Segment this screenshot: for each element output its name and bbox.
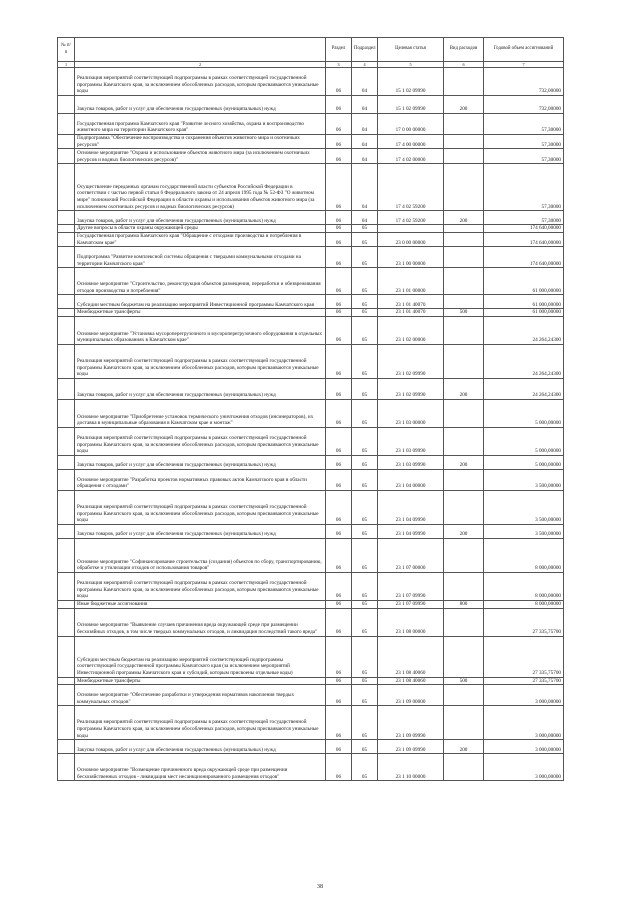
table-row	[58, 295, 564, 309]
row-subsection: 04	[352, 135, 378, 149]
row-section: 06	[326, 740, 352, 754]
header-expense-type: Вид расходов	[444, 38, 484, 62]
table-row	[58, 600, 564, 608]
row-target-article: 17 4 02 59200	[378, 211, 444, 225]
row-expense-type	[444, 469, 484, 490]
row-subsection: 05	[352, 740, 378, 754]
row-number	[58, 211, 75, 225]
row-name: Основное мероприятие "Строительство, реконструкция объектов размещения, переработки и обезвреживания отходов производства и потребления"	[75, 268, 326, 295]
row-number	[58, 247, 75, 268]
row-amount: 57,30000	[484, 164, 564, 211]
row-number	[58, 149, 75, 164]
row-name: Основное мероприятие "Софинансирование строительства (создания) объектов по сбору, транспортированию, обработке и утилизации отходов от использования товаров"	[75, 538, 326, 572]
row-section: 06	[326, 295, 352, 309]
row-target-article: 17 4 02 59200	[378, 164, 444, 211]
row-subsection: 04	[352, 96, 378, 114]
row-number	[58, 636, 75, 677]
table-row	[58, 455, 564, 469]
header-number: № п/п	[58, 38, 75, 62]
row-expense-type	[444, 344, 484, 378]
row-expense-type	[444, 268, 484, 295]
row-name: Осуществление переданных органам государственной власти субъектов Российской Федерации в соответствии с частью первой статьи 6 Федерального закона от 24 апреля 1995 года № 52-ФЗ "О животном мире" полномочий Российской Федерации в области охраны и использования объектов животного мира (за исключением охотничьих ресурсов и водных биологических ресурсов)	[75, 164, 326, 211]
row-number	[58, 538, 75, 572]
row-number	[58, 740, 75, 754]
table-row	[58, 225, 564, 233]
header-name	[75, 38, 326, 62]
row-section: 06	[326, 135, 352, 149]
row-section: 06	[326, 608, 352, 636]
table-body	[58, 68, 564, 781]
row-name: Основное мероприятие "Обеспечение разработки и утверждения нормативов накопления твердых коммунальных отходов"	[75, 685, 326, 706]
row-section: 06	[326, 316, 352, 344]
row-subsection: 05	[352, 572, 378, 600]
row-target-article: 23 1 03 09990	[378, 427, 444, 455]
row-subsection: 04	[352, 114, 378, 135]
header-amount: Годовой объем ассигнований	[484, 38, 564, 62]
table-row	[58, 344, 564, 378]
row-section: 06	[326, 164, 352, 211]
row-target-article: 17 4 02 00000	[378, 149, 444, 164]
row-target-article: 23 1 09 09990	[378, 706, 444, 740]
row-number	[58, 344, 75, 378]
row-subsection: 04	[352, 164, 378, 211]
row-name: Закупка товаров, работ и услуг для обеспечения государственных (муниципальных) нужд	[75, 740, 326, 754]
table-row	[58, 740, 564, 754]
row-name: Государственная программа Камчатского края "Обращение с отходами производства и потребления в Камчатском крае"	[75, 232, 326, 246]
row-name: Межбюджетные трансферты	[75, 677, 326, 685]
row-amount: 24 264,24300	[484, 344, 564, 378]
row-target-article: 23 1 04 00000	[378, 469, 444, 490]
row-amount: 8 000,00000	[484, 572, 564, 600]
row-section: 06	[326, 455, 352, 469]
header-subsection: Подраздел	[352, 38, 378, 62]
row-amount: 732,00000	[484, 96, 564, 114]
table-row	[58, 149, 564, 164]
row-expense-type: 800	[444, 600, 484, 608]
row-name: Реализация мероприятий соответствующей подпрограммы в рамках соответствующей государственной программы Камчатского края, за исключением обособленных расходов, которым присваиваются уникальные коды	[75, 490, 326, 524]
row-number	[58, 96, 75, 114]
row-number	[58, 225, 75, 233]
row-section: 06	[326, 538, 352, 572]
row-name: Закупка товаров, работ и услуг для обеспечения государственных (муниципальных) нужд	[75, 524, 326, 538]
column-number: 3	[326, 62, 352, 68]
row-target-article: 23 1 08 00000	[378, 608, 444, 636]
row-subsection: 05	[352, 309, 378, 317]
table-row	[58, 316, 564, 344]
row-amount: 174 640,00000	[484, 247, 564, 268]
row-number	[58, 490, 75, 524]
row-target-article: 17 4 00 00000	[378, 135, 444, 149]
row-expense-type	[444, 68, 484, 96]
row-amount: 27 335,75700	[484, 636, 564, 677]
header-target-article: Целевая статья	[378, 38, 444, 62]
row-target-article: 15 1 02 09990	[378, 96, 444, 114]
row-target-article: 23 1 04 09990	[378, 524, 444, 538]
column-number: 7	[484, 62, 564, 68]
table-row	[58, 427, 564, 455]
row-expense-type	[444, 232, 484, 246]
row-expense-type	[444, 572, 484, 600]
row-number	[58, 114, 75, 135]
row-amount: 61 000,00000	[484, 295, 564, 309]
budget-table	[57, 37, 564, 781]
row-expense-type	[444, 490, 484, 524]
row-expense-type	[444, 247, 484, 268]
row-section: 06	[326, 469, 352, 490]
row-name: Реализация мероприятий соответствующей подпрограммы в рамках соответствующей государственной программы Камчатского края, за исключением обособленных расходов, которым присваиваются уникальные коды	[75, 427, 326, 455]
row-name: Межбюджетные трансферты	[75, 309, 326, 317]
row-expense-type	[444, 135, 484, 149]
row-amount: 3 500,00000	[484, 490, 564, 524]
row-number	[58, 677, 75, 685]
row-section: 06	[326, 68, 352, 96]
row-subsection: 05	[352, 600, 378, 608]
row-number	[58, 608, 75, 636]
column-number: 6	[444, 62, 484, 68]
row-subsection: 05	[352, 490, 378, 524]
row-amount: 27 335,75700	[484, 677, 564, 685]
row-expense-type: 200	[444, 524, 484, 538]
row-target-article: 23 1 00 00000	[378, 247, 444, 268]
row-amount: 57,30000	[484, 135, 564, 149]
row-name: Закупка товаров, работ и услуг для обеспечения государственных (муниципальных) нужд	[75, 455, 326, 469]
row-subsection: 05	[352, 399, 378, 427]
row-name: Основное мероприятие "Разработка проектов нормативных правовых актов Камчатского края в области обращения с отходами"	[75, 469, 326, 490]
row-number	[58, 135, 75, 149]
row-number	[58, 268, 75, 295]
table-row	[58, 164, 564, 211]
row-name: Закупка товаров, работ и услуг для обеспечения государственных (муниципальных) нужд	[75, 378, 326, 399]
row-name: Основное мероприятие "Установка мусороперегрузочного и мусороперегрузочного оборудования в отдельных муниципальных образованиях в Камчатском крае"	[75, 316, 326, 344]
row-amount: 8 000,00000	[484, 600, 564, 608]
row-amount: 5 000,00000	[484, 455, 564, 469]
row-number	[58, 399, 75, 427]
row-section: 06	[326, 149, 352, 164]
row-number	[58, 572, 75, 600]
row-section: 06	[326, 636, 352, 677]
row-expense-type: 200	[444, 455, 484, 469]
budget-table-page	[57, 37, 563, 781]
row-subsection: 05	[352, 608, 378, 636]
row-number	[58, 600, 75, 608]
row-section: 06	[326, 211, 352, 225]
row-expense-type	[444, 399, 484, 427]
row-subsection: 05	[352, 344, 378, 378]
table-row	[58, 524, 564, 538]
row-target-article: 23 1 07 09990	[378, 600, 444, 608]
row-expense-type: 500	[444, 309, 484, 317]
row-subsection: 05	[352, 469, 378, 490]
row-amount: 732,00000	[484, 68, 564, 96]
row-subsection: 05	[352, 636, 378, 677]
table-row	[58, 754, 564, 781]
row-amount: 3 500,00000	[484, 469, 564, 490]
row-subsection: 05	[352, 524, 378, 538]
row-section: 06	[326, 685, 352, 706]
row-name: Субсидии местным бюджетам на реализацию мероприятий Инвестиционной программы Камчатского края	[75, 295, 326, 309]
row-expense-type: 500	[444, 677, 484, 685]
row-amount: 8 000,00000	[484, 538, 564, 572]
row-expense-type	[444, 636, 484, 677]
row-number	[58, 524, 75, 538]
row-subsection: 05	[352, 706, 378, 740]
table-row	[58, 211, 564, 225]
row-target-article: 17 0 00 00000	[378, 114, 444, 135]
row-section: 06	[326, 754, 352, 781]
row-subsection: 04	[352, 211, 378, 225]
row-target-article: 23 1 04 09990	[378, 490, 444, 524]
row-amount: 61 000,00000	[484, 309, 564, 317]
row-name: Другие вопросы в области охраны окружающей среды	[75, 225, 326, 233]
table-row	[58, 677, 564, 685]
row-subsection: 04	[352, 68, 378, 96]
page-number: 38	[317, 884, 323, 890]
row-number	[58, 68, 75, 96]
table-row	[58, 68, 564, 96]
row-amount: 3 500,00000	[484, 524, 564, 538]
row-target-article: 23 1 01 00000	[378, 268, 444, 295]
row-expense-type	[444, 316, 484, 344]
row-section: 06	[326, 399, 352, 427]
table-row	[58, 490, 564, 524]
row-expense-type	[444, 295, 484, 309]
row-number	[58, 685, 75, 706]
table-row	[58, 538, 564, 572]
row-section: 06	[326, 225, 352, 233]
row-expense-type	[444, 149, 484, 164]
row-subsection: 05	[352, 232, 378, 246]
row-subsection: 05	[352, 538, 378, 572]
row-expense-type	[444, 538, 484, 572]
row-section: 06	[326, 490, 352, 524]
table-row	[58, 309, 564, 317]
table-row	[58, 378, 564, 399]
row-name: Реализация мероприятий соответствующей подпрограммы в рамках соответствующей государственной программы Камчатского края, за исключением обособленных расходов, которым присваиваются уникальные коды	[75, 706, 326, 740]
row-target-article: 23 1 02 00000	[378, 316, 444, 344]
row-section: 06	[326, 232, 352, 246]
row-number	[58, 316, 75, 344]
row-number	[58, 706, 75, 740]
column-number: 1	[58, 62, 75, 68]
row-amount: 5 000,00000	[484, 399, 564, 427]
header-section: Раздел	[326, 38, 352, 62]
row-amount: 57,30000	[484, 114, 564, 135]
row-target-article: 23 1 02 09990	[378, 344, 444, 378]
row-amount: 57,30000	[484, 149, 564, 164]
table-row	[58, 572, 564, 600]
row-target-article: 23 0 00 00000	[378, 232, 444, 246]
table-row	[58, 399, 564, 427]
row-expense-type: 200	[444, 740, 484, 754]
table-row	[58, 685, 564, 706]
row-target-article	[378, 225, 444, 233]
row-amount: 24 264,24300	[484, 316, 564, 344]
row-subsection: 05	[352, 455, 378, 469]
row-target-article: 23 1 01 40070	[378, 309, 444, 317]
table-row	[58, 247, 564, 268]
row-amount: 3 000,00000	[484, 754, 564, 781]
row-amount: 174 640,00000	[484, 225, 564, 233]
row-expense-type	[444, 754, 484, 781]
table-row	[58, 608, 564, 636]
row-amount: 174 640,00000	[484, 232, 564, 246]
row-section: 06	[326, 677, 352, 685]
row-section: 06	[326, 247, 352, 268]
row-amount: 3 000,00000	[484, 740, 564, 754]
row-section: 06	[326, 600, 352, 608]
row-name: Иные бюджетные ассигнования	[75, 600, 326, 608]
table-row	[58, 232, 564, 246]
row-target-article: 23 1 10 00000	[378, 754, 444, 781]
row-name: Закупка товаров, работ и услуг для обеспечения государственных (муниципальных) нужд	[75, 96, 326, 114]
column-number: 4	[352, 62, 378, 68]
row-section: 06	[326, 344, 352, 378]
row-section: 06	[326, 572, 352, 600]
row-expense-type: 200	[444, 96, 484, 114]
row-name: Основное мероприятие "Выявление случаев причинения вреда окружающей среде при размещении бесхозяйных отходов, в том числе твердых коммунальных отходов, и ликвидация последствий такого вреда"	[75, 608, 326, 636]
row-expense-type: 200	[444, 211, 484, 225]
row-subsection: 05	[352, 677, 378, 685]
row-amount: 3 000,00000	[484, 706, 564, 740]
row-name: Государственная программа Камчатского края "Развитие лесного хозяйства, охрана и воспроизводство животного мира на территории Камчатского края"	[75, 114, 326, 135]
row-name: Подпрограмма "Развитие комплексной системы обращения с твердыми коммунальными отходами на территории Камчатского края"	[75, 247, 326, 268]
row-target-article: 23 1 09 09990	[378, 740, 444, 754]
table-row	[58, 268, 564, 295]
row-expense-type	[444, 164, 484, 211]
row-target-article: 23 1 07 00000	[378, 538, 444, 572]
row-subsection: 05	[352, 295, 378, 309]
column-number: 5	[378, 62, 444, 68]
row-number	[58, 232, 75, 246]
row-amount: 61 000,00000	[484, 268, 564, 295]
row-target-article: 23 1 02 09990	[378, 378, 444, 399]
row-target-article: 23 1 03 00000	[378, 399, 444, 427]
row-section: 06	[326, 96, 352, 114]
row-section: 06	[326, 706, 352, 740]
row-subsection: 05	[352, 225, 378, 233]
row-name: Основное мероприятие "Возмещение причиненного вреда окружающей среде при размещении бесхозяйственных отходов - ликвидация мест несанкционированного размещения отходов"	[75, 754, 326, 781]
row-expense-type	[444, 114, 484, 135]
table-row	[58, 636, 564, 677]
row-target-article: 23 1 09 00000	[378, 685, 444, 706]
row-name: Реализация мероприятий соответствующей подпрограммы в рамках соответствующей государственной программы Камчатского края, за исключением обособленных расходов, которым присваиваются уникальные коды	[75, 68, 326, 96]
row-target-article: 15 1 02 09990	[378, 68, 444, 96]
row-name: Реализация мероприятий соответствующей подпрограммы в рамках соответствующей государственной программы Камчатского края, за исключением обособленных расходов, которым присваиваются уникальные коды	[75, 344, 326, 378]
row-target-article: 23 1 07 09990	[378, 572, 444, 600]
row-section: 06	[326, 309, 352, 317]
row-subsection: 05	[352, 268, 378, 295]
row-number	[58, 754, 75, 781]
row-number	[58, 427, 75, 455]
row-number	[58, 164, 75, 211]
row-name: Реализация мероприятий соответствующей подпрограммы в рамках соответствующей государственной программы Камчатского края, за исключением обособленных расходов, которым присваиваются уникальные коды	[75, 572, 326, 600]
row-expense-type: 200	[444, 378, 484, 399]
table-row	[58, 96, 564, 114]
row-expense-type	[444, 685, 484, 706]
row-number	[58, 378, 75, 399]
row-name: Закупка товаров, работ и услуг для обеспечения государственных (муниципальных) нужд	[75, 211, 326, 225]
column-number: 2	[75, 62, 326, 68]
row-section: 06	[326, 427, 352, 455]
row-section: 06	[326, 378, 352, 399]
row-target-article: 23 1 03 09990	[378, 455, 444, 469]
row-amount: 3 000,00000	[484, 685, 564, 706]
row-expense-type	[444, 608, 484, 636]
row-subsection: 05	[352, 247, 378, 268]
row-number	[58, 309, 75, 317]
row-subsection: 05	[352, 427, 378, 455]
row-expense-type	[444, 427, 484, 455]
table-row	[58, 706, 564, 740]
row-subsection: 05	[352, 685, 378, 706]
row-target-article: 23 1 08 40060	[378, 636, 444, 677]
table-header-row	[58, 38, 564, 62]
row-number	[58, 455, 75, 469]
row-subsection: 05	[352, 378, 378, 399]
row-section: 06	[326, 114, 352, 135]
row-expense-type	[444, 225, 484, 233]
row-amount: 57,30000	[484, 211, 564, 225]
row-amount: 27 335,75700	[484, 608, 564, 636]
row-section: 06	[326, 268, 352, 295]
row-amount: 24 264,24300	[484, 378, 564, 399]
row-expense-type	[444, 706, 484, 740]
row-subsection: 05	[352, 754, 378, 781]
row-target-article: 23 1 08 40060	[378, 677, 444, 685]
row-amount: 5 000,00000	[484, 427, 564, 455]
table-row	[58, 114, 564, 135]
row-number	[58, 295, 75, 309]
row-number	[58, 469, 75, 490]
row-name: Субсидии местным бюджетам на реализацию мероприятий соответствующей подпрограммы соответствующей государственной программы Камчатского края (за исключением мероприятий Инвестиционной программы Камчатского края и субсидий, которым присвоены отдельные коды)	[75, 636, 326, 677]
row-section: 06	[326, 524, 352, 538]
row-name: Подпрограмма "Обеспечение воспроизводства и сохранения объектов животного мира и охотничьих ресурсов"	[75, 135, 326, 149]
row-subsection: 05	[352, 316, 378, 344]
table-row	[58, 135, 564, 149]
table-row	[58, 469, 564, 490]
row-subsection: 04	[352, 149, 378, 164]
row-target-article: 23 1 01 40070	[378, 295, 444, 309]
row-name: Основное мероприятие "Охрана и использование объектов животного мира (за исключением охотничьих ресурсов и водных биологических ресурсов)"	[75, 149, 326, 164]
row-name: Основное мероприятие "Приобретение установок термического уничтожения отходов (инсинераторов), их доставка в муниципальные образования в Камчатском крае и монтаж"	[75, 399, 326, 427]
